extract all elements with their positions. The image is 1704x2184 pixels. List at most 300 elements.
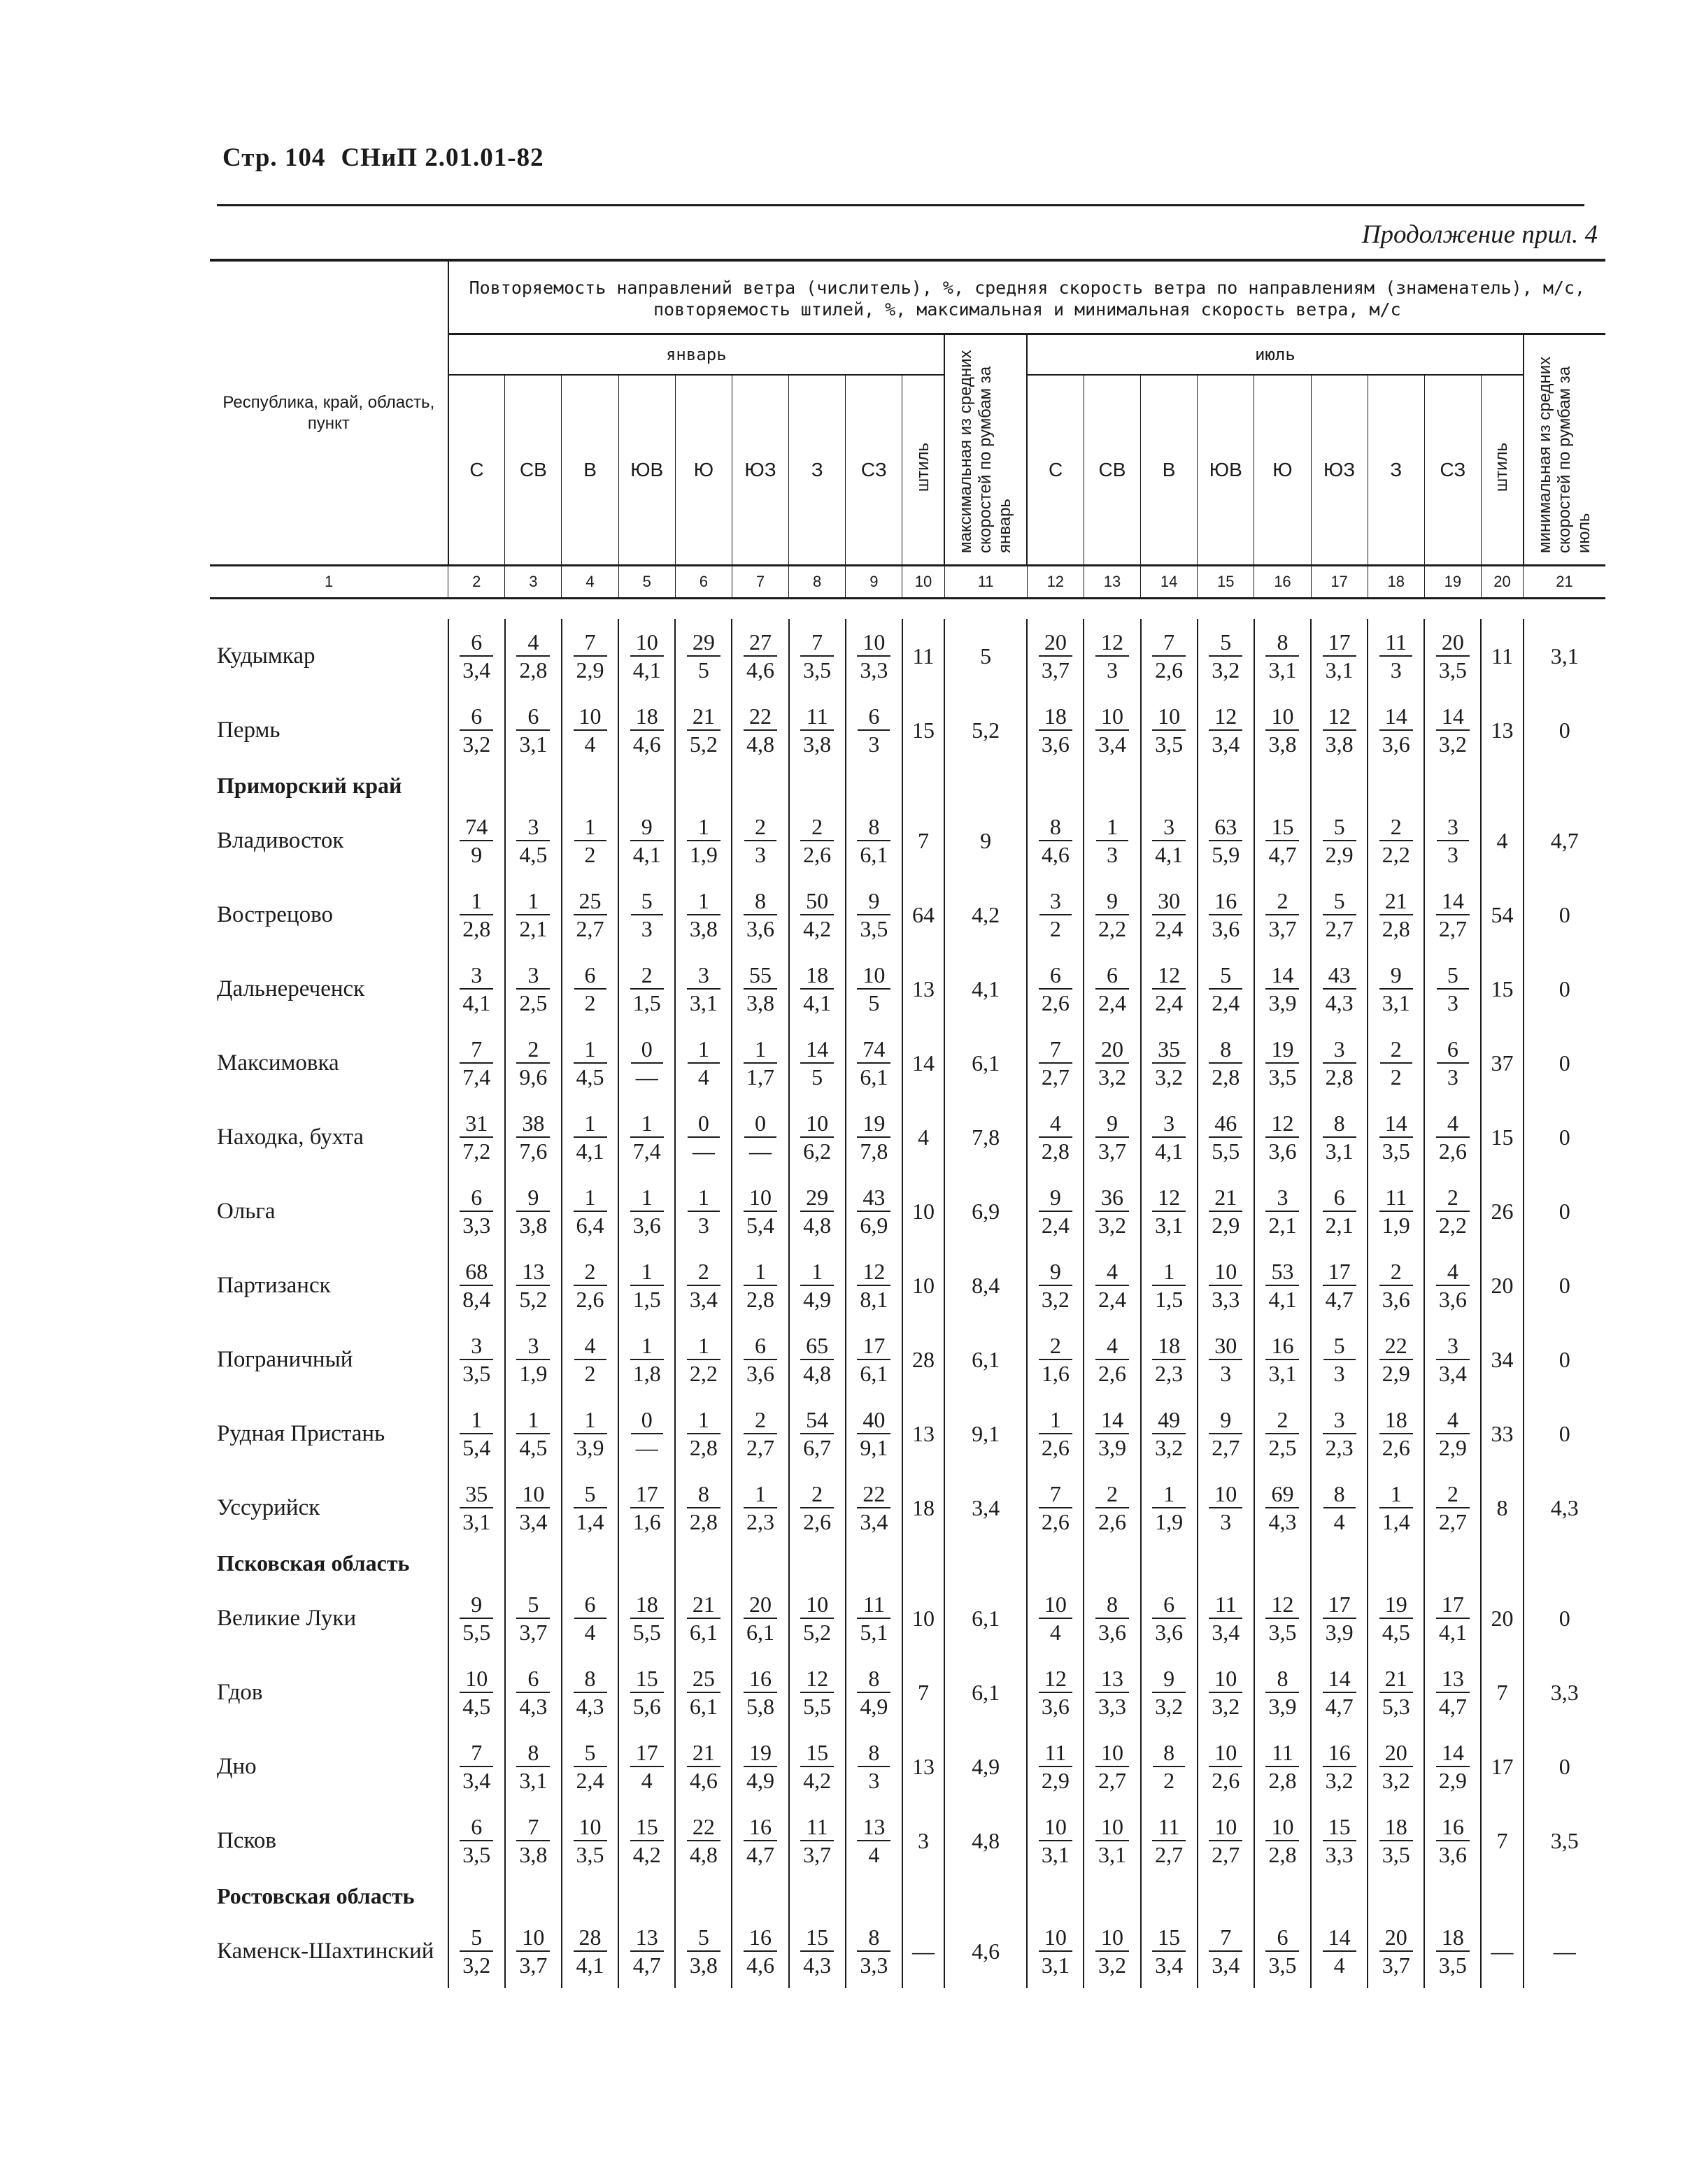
frequency-value: 14 xyxy=(1095,1406,1129,1434)
fraction xyxy=(1379,1406,1413,1461)
july-direction-cell xyxy=(1198,1397,1254,1471)
speed-value: 3,6 xyxy=(1438,1842,1467,1867)
july-direction-cell xyxy=(1368,1174,1424,1248)
fraction xyxy=(574,1813,607,1868)
frequency-value: 8 xyxy=(1265,629,1299,657)
speed-value: 4,1 xyxy=(1438,1620,1467,1645)
frequency-value: 21 xyxy=(1209,1184,1242,1212)
frequency-value: 1 xyxy=(688,1036,720,1064)
fraction xyxy=(1152,887,1186,942)
july-direction-cell xyxy=(1254,1322,1311,1397)
empty-cell xyxy=(1141,1878,1198,1914)
frequency-value: 2 xyxy=(1436,1184,1470,1212)
fraction xyxy=(1379,1813,1413,1868)
january-direction-cell xyxy=(789,1248,846,1322)
fraction xyxy=(1209,1110,1242,1164)
january-direction-cell xyxy=(846,1471,902,1545)
speed-value: 2,2 xyxy=(689,1361,718,1386)
january-direction-cell xyxy=(789,619,846,693)
fraction xyxy=(1436,1332,1470,1387)
frequency-value: 12 xyxy=(857,1258,890,1286)
july-calm-value: 33 xyxy=(1481,1397,1523,1471)
max-speed-value: 4,1 xyxy=(944,952,1027,1026)
speed-value: 4,1 xyxy=(632,657,661,683)
january-direction-cell xyxy=(618,1174,675,1248)
july-direction-cell xyxy=(1254,1804,1311,1878)
speed-value: 4 xyxy=(584,731,596,757)
frequency-value: 1 xyxy=(1039,1406,1072,1434)
empty-cell xyxy=(562,1545,618,1581)
fraction xyxy=(1379,1184,1413,1239)
frequency-value: 1 xyxy=(630,1332,664,1360)
july-header: июль xyxy=(1027,334,1523,376)
july-direction-cell xyxy=(1084,619,1140,693)
speed-value: 2,6 xyxy=(1041,990,1070,1015)
fraction xyxy=(1095,1665,1129,1720)
fraction xyxy=(688,1184,720,1239)
fraction xyxy=(1209,813,1242,868)
fraction xyxy=(1323,1739,1356,1794)
fraction xyxy=(630,1184,664,1239)
fraction xyxy=(1379,1924,1413,1978)
frequency-value: 18 xyxy=(630,703,664,731)
speed-value: — xyxy=(692,1139,715,1164)
fraction xyxy=(1095,1739,1129,1794)
january-direction-cell xyxy=(675,1248,732,1322)
speed-value: 2,7 xyxy=(746,1435,775,1460)
july-direction-cell xyxy=(1311,619,1368,693)
january-direction-cell xyxy=(448,619,505,693)
speed-value: 6,1 xyxy=(746,1620,775,1645)
frequency-value: 10 xyxy=(857,629,890,657)
frequency-value: 19 xyxy=(1379,1591,1413,1619)
july-calm-value: 11 xyxy=(1481,619,1523,693)
july-direction-cell xyxy=(1027,878,1084,952)
speed-value: 3,3 xyxy=(860,657,888,683)
speed-value: 9,1 xyxy=(860,1435,888,1460)
frequency-value: 5 xyxy=(460,1924,493,1952)
speed-value: 3,2 xyxy=(1438,731,1467,757)
fraction xyxy=(460,1258,493,1313)
speed-value: 3,8 xyxy=(689,1953,718,1978)
january-direction-cell xyxy=(732,1729,788,1804)
speed-value: 3,5 xyxy=(1155,731,1184,757)
january-direction-cell xyxy=(618,1248,675,1322)
january-direction-cell xyxy=(846,1026,902,1100)
july-direction-cell xyxy=(1368,1655,1424,1729)
fraction xyxy=(1436,703,1470,757)
frequency-value: 14 xyxy=(1379,703,1413,731)
january-direction-cell xyxy=(562,1804,618,1878)
january-direction-cell xyxy=(675,619,732,693)
frequency-value: 40 xyxy=(857,1406,890,1434)
fraction xyxy=(744,813,776,868)
fraction xyxy=(1209,1184,1242,1239)
january-calm-value: 13 xyxy=(902,1729,944,1804)
speed-value: 2,3 xyxy=(1325,1435,1354,1460)
january-direction-cell xyxy=(618,1026,675,1100)
speed-value: 2,7 xyxy=(1155,1842,1184,1867)
direction-header-jan-8: СЗ xyxy=(846,375,902,566)
january-direction-cell xyxy=(846,1100,902,1174)
speed-value: — xyxy=(635,1064,658,1090)
frequency-value: 11 xyxy=(1379,1184,1413,1212)
january-calm-value: 11 xyxy=(902,619,944,693)
empty-cell xyxy=(944,767,1027,804)
january-direction-cell xyxy=(732,1397,788,1471)
fraction xyxy=(1209,1924,1242,1978)
frequency-value: 4 xyxy=(1436,1258,1470,1286)
fraction xyxy=(857,1258,890,1313)
january-direction-cell xyxy=(505,804,562,878)
fraction xyxy=(1039,1739,1072,1794)
fraction xyxy=(1265,1406,1299,1461)
july-direction-cell xyxy=(1141,1026,1198,1100)
fraction xyxy=(574,1110,607,1164)
speed-value: 6,1 xyxy=(689,1620,718,1645)
speed-value: 2,6 xyxy=(1041,1435,1070,1460)
january-direction-cell xyxy=(505,952,562,1026)
fraction xyxy=(516,1406,550,1461)
frequency-value: 8 xyxy=(1095,1591,1129,1619)
speed-value: 2,9 xyxy=(576,657,604,683)
speed-value: 2,9 xyxy=(1041,1768,1070,1793)
january-direction-cell xyxy=(789,1655,846,1729)
speed-value: 3 xyxy=(1333,1361,1345,1386)
july-direction-cell xyxy=(1368,1729,1424,1804)
january-calm-value: 13 xyxy=(902,952,944,1026)
region-row xyxy=(210,767,1605,804)
january-direction-cell xyxy=(505,1471,562,1545)
july-direction-cell xyxy=(1084,1729,1140,1804)
frequency-value: 5 xyxy=(687,1924,720,1952)
frequency-value: 10 xyxy=(1209,1258,1242,1286)
frequency-value: 22 xyxy=(687,1813,720,1841)
frequency-value: 6 xyxy=(1265,1924,1299,1952)
january-direction-cell xyxy=(789,1322,846,1397)
july-direction-cell xyxy=(1027,1804,1084,1878)
speed-value: 3,6 xyxy=(632,1213,661,1238)
speed-value: 5,4 xyxy=(462,1435,491,1460)
empty-cell xyxy=(1084,1878,1140,1914)
frequency-value: 10 xyxy=(800,1110,834,1138)
frequency-value: 17 xyxy=(1323,1591,1356,1619)
fraction xyxy=(1039,1924,1072,1978)
fraction xyxy=(516,1813,550,1868)
july-direction-cell xyxy=(1424,804,1481,878)
january-direction-cell xyxy=(562,1397,618,1471)
fraction xyxy=(800,1332,834,1387)
january-direction-cell xyxy=(846,878,902,952)
fraction xyxy=(1039,1406,1072,1461)
speed-value: 4,5 xyxy=(576,1064,604,1090)
fraction xyxy=(1209,1036,1242,1090)
speed-value: 2 xyxy=(1163,1768,1175,1793)
speed-value: 2 xyxy=(1049,916,1061,941)
fraction xyxy=(800,1036,834,1090)
max-speed-value: 7,8 xyxy=(944,1100,1027,1174)
january-direction-cell xyxy=(675,1581,732,1655)
july-direction-cell xyxy=(1424,619,1481,693)
speed-value: 2,7 xyxy=(576,916,604,941)
july-direction-cell xyxy=(1254,1471,1311,1545)
july-direction-cell xyxy=(1141,693,1198,767)
july-direction-cell xyxy=(1254,1914,1311,1988)
speed-value: 3 xyxy=(755,842,767,867)
speed-value: 6,7 xyxy=(803,1435,832,1460)
frequency-value: 14 xyxy=(1323,1665,1356,1693)
min-speed-value: 0 xyxy=(1524,1322,1605,1397)
fraction xyxy=(574,1184,607,1239)
frequency-value: 8 xyxy=(516,1739,550,1767)
fraction xyxy=(1152,1184,1186,1239)
fraction xyxy=(688,1036,720,1090)
frequency-value: 2 xyxy=(630,962,664,990)
frequency-value: 10 xyxy=(1209,1813,1242,1841)
speed-value: 1,4 xyxy=(576,1509,604,1534)
region-name: Ростовская область xyxy=(217,1883,415,1908)
fraction xyxy=(857,1591,890,1646)
january-direction-cell xyxy=(732,1174,788,1248)
speed-value: 4,5 xyxy=(462,1694,491,1719)
fraction xyxy=(1095,1591,1129,1646)
frequency-value: 3 xyxy=(1436,1332,1470,1360)
fraction xyxy=(1437,1036,1469,1090)
speed-value: 1,9 xyxy=(1155,1509,1184,1534)
speed-value: 3 xyxy=(868,731,880,757)
fraction xyxy=(1039,1258,1072,1313)
empty-cell xyxy=(1198,1545,1254,1581)
fraction xyxy=(687,887,720,942)
station-name: Владивосток xyxy=(217,827,344,853)
speed-value: 3,6 xyxy=(1041,1694,1070,1719)
frequency-value: 13 xyxy=(516,1258,550,1286)
frequency-value: 9 xyxy=(1209,1406,1242,1434)
speed-value: 3,4 xyxy=(1438,1361,1467,1386)
january-direction-cell xyxy=(732,1471,788,1545)
frequency-value: 1 xyxy=(516,887,550,915)
min-speed-value: 4,7 xyxy=(1524,804,1605,878)
july-direction-cell xyxy=(1198,1729,1254,1804)
fraction xyxy=(516,1924,550,1978)
speed-value: 4 xyxy=(584,1620,596,1645)
frequency-value: 9 xyxy=(1379,962,1413,990)
january-direction-cell xyxy=(789,1471,846,1545)
fraction xyxy=(1323,1036,1356,1090)
frequency-value: 3 xyxy=(1152,813,1186,841)
region-row xyxy=(210,1878,1605,1914)
speed-value: 3,4 xyxy=(462,1768,491,1793)
empty-cell xyxy=(618,1545,675,1581)
july-direction-cell xyxy=(1084,952,1140,1026)
july-direction-cell xyxy=(1311,1804,1368,1878)
january-direction-cell xyxy=(846,1322,902,1397)
station-name: Великие Луки xyxy=(217,1605,357,1631)
fraction xyxy=(1379,1480,1413,1535)
january-direction-cell xyxy=(789,1804,846,1878)
min-speed-value: 3,3 xyxy=(1524,1655,1605,1729)
frequency-value: 0 xyxy=(631,1406,663,1434)
fraction xyxy=(1265,887,1299,942)
fraction xyxy=(1039,1184,1072,1239)
speed-value: 2,1 xyxy=(1268,1213,1297,1238)
january-direction-cell xyxy=(448,1026,505,1100)
january-direction-cell xyxy=(732,878,788,952)
july-direction-cell xyxy=(1084,1026,1140,1100)
fraction xyxy=(460,962,493,1016)
july-calm-value: 34 xyxy=(1481,1322,1523,1397)
frequency-value: 8 xyxy=(1039,813,1072,841)
july-direction-cell xyxy=(1311,1581,1368,1655)
frequency-value: 0 xyxy=(744,1110,776,1138)
july-direction-cell xyxy=(1027,1174,1084,1248)
speed-value: 4 xyxy=(697,1064,709,1090)
min-speed-label: минимальная из средних скоростей по румбам за июль xyxy=(1535,356,1593,553)
frequency-value: 1 xyxy=(687,1406,720,1434)
fraction xyxy=(1209,962,1242,1016)
fraction xyxy=(1379,1258,1413,1313)
speed-value: 2,8 xyxy=(689,1435,718,1460)
frequency-value: 6 xyxy=(516,703,550,731)
july-direction-cell xyxy=(1311,1914,1368,1988)
frequency-value: 1 xyxy=(1152,1480,1186,1508)
fraction xyxy=(1152,962,1186,1016)
speed-value: 5,4 xyxy=(746,1213,775,1238)
frequency-value: 14 xyxy=(1265,962,1299,990)
frequency-value: 18 xyxy=(800,962,834,990)
empty-cell xyxy=(505,1545,562,1581)
fraction xyxy=(1436,1591,1470,1646)
july-direction-cell xyxy=(1027,804,1084,878)
speed-value: 3,1 xyxy=(689,990,718,1015)
fraction xyxy=(800,1406,834,1461)
july-direction-cell xyxy=(1027,1729,1084,1804)
speed-value: 3 xyxy=(868,1768,880,1793)
july-direction-cell xyxy=(1368,1100,1424,1174)
fraction xyxy=(574,1480,607,1535)
max-speed-header xyxy=(944,334,1027,566)
speed-value: 5,6 xyxy=(632,1694,661,1719)
january-direction-cell xyxy=(732,1914,788,1988)
empty-cell xyxy=(675,767,732,804)
speed-value: 3,6 xyxy=(1438,1287,1467,1312)
max-speed-value: 5 xyxy=(944,619,1027,693)
fraction xyxy=(800,1110,834,1164)
frequency-value: 12 xyxy=(1152,1184,1186,1212)
fraction xyxy=(1152,1258,1186,1313)
frequency-value: 17 xyxy=(1436,1591,1470,1619)
min-speed-value: 0 xyxy=(1524,1248,1605,1322)
frequency-value: 1 xyxy=(688,1184,720,1212)
fraction xyxy=(574,1036,607,1090)
january-direction-cell xyxy=(846,1804,902,1878)
frequency-value: 1 xyxy=(460,1406,493,1434)
july-direction-cell xyxy=(1084,1248,1140,1322)
frequency-value: 1 xyxy=(1379,1480,1413,1508)
station-row xyxy=(210,1397,1605,1471)
july-direction-cell xyxy=(1198,1248,1254,1322)
january-direction-cell xyxy=(789,693,846,767)
fraction xyxy=(630,962,664,1016)
july-direction-cell xyxy=(1084,1471,1140,1545)
fraction xyxy=(631,887,663,942)
frequency-value: 1 xyxy=(630,1110,664,1138)
speed-value: 2,9 xyxy=(1212,1213,1240,1238)
speed-value: 2,8 xyxy=(1382,916,1410,941)
january-direction-cell xyxy=(618,952,675,1026)
fraction xyxy=(744,1924,777,1978)
january-direction-cell xyxy=(618,1655,675,1729)
january-direction-cell xyxy=(505,1655,562,1729)
frequency-value: 1 xyxy=(516,1406,550,1434)
frequency-value: 2 xyxy=(1379,1258,1413,1286)
fraction xyxy=(687,813,720,868)
fraction xyxy=(857,1924,890,1978)
empty-cell xyxy=(902,767,944,804)
july-direction-cell xyxy=(1084,1655,1140,1729)
frequency-value: 14 xyxy=(1436,1739,1470,1767)
fraction xyxy=(1437,962,1469,1016)
fraction xyxy=(460,1813,493,1868)
frequency-value: 10 xyxy=(744,1184,777,1212)
fraction xyxy=(630,1924,664,1978)
fraction xyxy=(800,1480,834,1535)
january-direction-cell xyxy=(675,1322,732,1397)
max-speed-label: максимальная из средних скоростей по румбам за январь xyxy=(956,349,1015,553)
speed-value: 3,1 xyxy=(1268,1361,1297,1386)
fraction xyxy=(744,1406,777,1461)
max-speed-value: 4,6 xyxy=(944,1914,1027,1988)
frequency-value: 10 xyxy=(630,629,664,657)
continuation-note: Продолжение прил. 4 xyxy=(1361,220,1598,249)
speed-value: 5,5 xyxy=(462,1620,491,1645)
frequency-value: 9 xyxy=(1039,1258,1072,1286)
speed-value: 3,4 xyxy=(860,1509,888,1534)
january-direction-cell xyxy=(505,1804,562,1878)
min-speed-value: 0 xyxy=(1524,1100,1605,1174)
speed-value: 3,7 xyxy=(519,1620,548,1645)
fraction xyxy=(1379,1110,1413,1164)
fraction xyxy=(1379,962,1413,1016)
speed-value: 2 xyxy=(584,990,596,1015)
empty-cell xyxy=(1198,1878,1254,1914)
calm-header-jul xyxy=(1481,375,1523,566)
fraction xyxy=(1323,962,1356,1016)
frequency-value: 19 xyxy=(857,1110,890,1138)
speed-value: 3,6 xyxy=(746,1361,775,1386)
frequency-value: 25 xyxy=(687,1665,720,1693)
july-calm-value: 17 xyxy=(1481,1729,1523,1804)
fraction xyxy=(744,1036,777,1090)
speed-value: — xyxy=(635,1435,658,1460)
frequency-value: 2 xyxy=(1265,1406,1299,1434)
speed-value: 3,9 xyxy=(1098,1435,1126,1460)
speed-value: 3,2 xyxy=(1382,1768,1410,1793)
january-direction-cell xyxy=(846,1397,902,1471)
july-direction-cell xyxy=(1198,1655,1254,1729)
january-direction-cell xyxy=(846,619,902,693)
frequency-value: 9 xyxy=(857,887,890,915)
speed-value: 9 xyxy=(471,842,483,867)
frequency-value: 1 xyxy=(574,813,606,841)
frequency-value: 8 xyxy=(858,1739,890,1767)
july-direction-cell xyxy=(1027,1655,1084,1729)
january-direction-cell xyxy=(675,1471,732,1545)
speed-value: 3,4 xyxy=(1098,731,1126,757)
speed-value: 8,4 xyxy=(462,1287,491,1312)
july-direction-cell xyxy=(1027,1248,1084,1322)
fraction xyxy=(630,1665,664,1720)
